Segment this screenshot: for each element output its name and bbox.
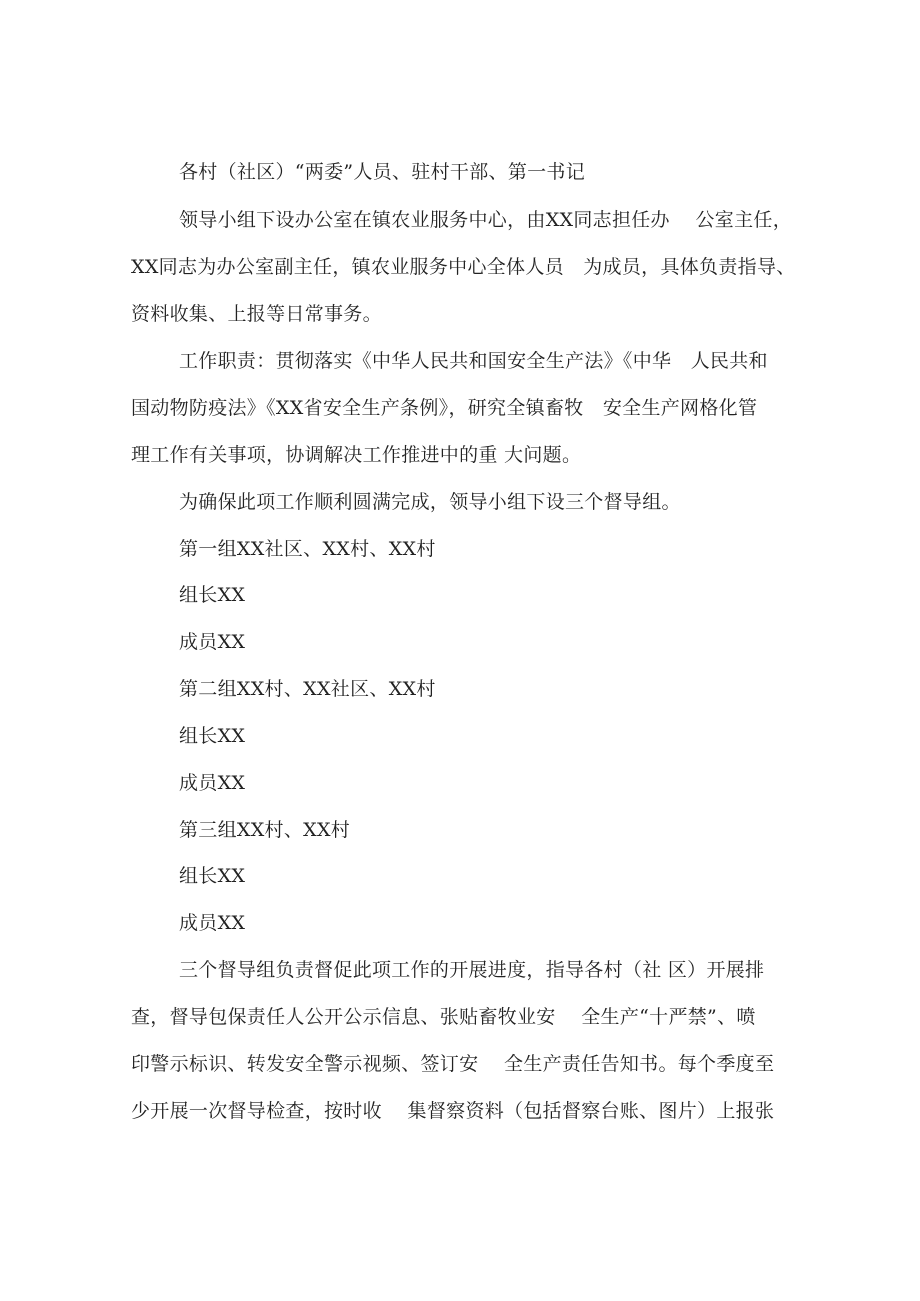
- paragraph-line: 国动物防疫法》《XX省安全生产条例》，研究全镇畜牧 安全生产网格化管: [131, 397, 758, 419]
- group-leader: 组长XX: [179, 725, 246, 747]
- group-heading: 第一组XX社区、XX村、XX村: [179, 538, 436, 560]
- group-member: 成员XX: [179, 772, 246, 794]
- paragraph-line: 三个督导组负责督促此项工作的开展进度，指导各村（社 区）开展排: [179, 959, 765, 981]
- group-member: 成员XX: [179, 912, 246, 934]
- paragraph-line: 各村（社区）“两委”人员、驻村干部、第一书记: [179, 161, 586, 183]
- paragraph-line: 理工作有关事项，协调解决工作推进中的重 大问题。: [131, 444, 582, 466]
- paragraph-line: 资料收集、上报等日常事务。: [131, 303, 382, 325]
- paragraph-line: XX同志为办公室副主任，镇农业服务中心全体人员 为成员，具体负责指导、: [131, 256, 796, 278]
- group-heading: 第三组XX村、XX村: [179, 819, 351, 841]
- group-member: 成员XX: [179, 631, 246, 653]
- paragraph-line: 工作职责：贯彻落实《中华人民共和国安全生产法》《中华 人民共和: [179, 350, 768, 372]
- paragraph-line: 为确保此项工作顺利圆满完成，领导小组下设三个督导组。: [179, 491, 681, 513]
- paragraph-line: 少开展一次督导检查，按时收 集督察资料（包括督察台账、图片）上报张: [131, 1100, 775, 1122]
- paragraph-line: 印警示标识、转发安全警示视频、签订安 全生产责任告知书。每个季度至: [131, 1053, 775, 1075]
- paragraph-line: 查，督导包保责任人公开公示信息、张贴畜牧业安 全生产“十严禁”、喷: [131, 1006, 756, 1028]
- group-heading: 第二组XX村、XX社区、XX村: [179, 678, 436, 700]
- group-leader: 组长XX: [179, 865, 246, 887]
- group-leader: 组长XX: [179, 584, 246, 606]
- paragraph-line: 领导小组下设办公室在镇农业服务中心，由XX同志担任办 公室主任，: [179, 209, 792, 231]
